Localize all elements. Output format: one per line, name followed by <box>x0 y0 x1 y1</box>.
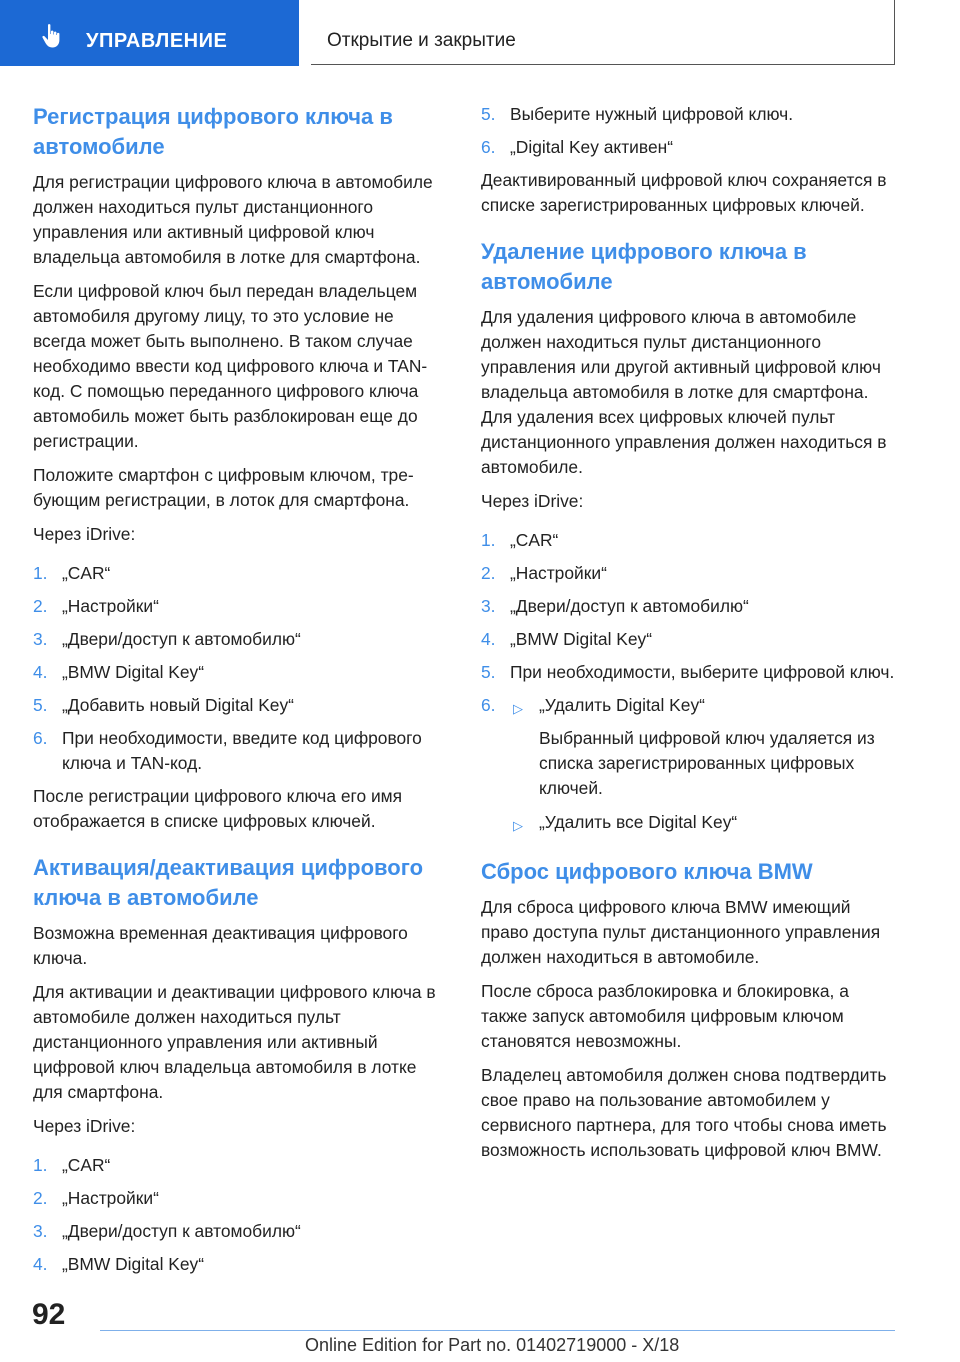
list-item <box>481 660 896 685</box>
step-number: 2. <box>33 596 48 616</box>
paragraph: Возможна временная деактивация цифрового ключа. <box>33 923 408 968</box>
list-item <box>33 1153 448 1178</box>
paragraph: Для активации и деактивации цифрового ключа в автомобиле должен находиться пульт дистанционного управления или активный цифровой ключ владельца автомобиля в лотке для смартфона. <box>33 982 436 1102</box>
list-item <box>481 102 896 127</box>
list-item <box>481 627 896 652</box>
list-item <box>33 1219 448 1244</box>
step-text: „Digital Key активен“ <box>510 137 674 157</box>
steps-delete <box>481 528 896 835</box>
right-column <box>481 102 896 1172</box>
list-item <box>33 693 448 718</box>
step-text: Выберите нужный цифровой ключ. <box>510 104 794 124</box>
paragraph: После регистрации цифрового ключа его имя отображается в списке цифровых ключей. <box>33 786 403 831</box>
step-text: При необходимости, выберите цифровой ключ. <box>510 662 895 682</box>
paragraph: Через iDrive: <box>33 1116 136 1136</box>
step-text: „CAR“ <box>62 563 111 583</box>
list-item <box>481 135 896 160</box>
step-text: „BMW Digital Key“ <box>62 662 205 682</box>
step-number: 2. <box>481 563 496 583</box>
left-column <box>33 102 448 1285</box>
step-number: 6. <box>481 695 496 715</box>
step-text: „CAR“ <box>510 530 559 550</box>
triangle-bullet-icon: ▷ <box>513 701 523 716</box>
heading-activation: Активация/деактивация цифрового ключа в автомобиле <box>33 855 424 910</box>
triangle-bullet-icon: ▷ <box>513 818 523 833</box>
step-text: „Двери/доступ к автомобилю“ <box>62 629 301 649</box>
paragraph: Для сброса цифрового ключа BMW имеющий право доступа пульт дистанционного управления должен находиться в автомобиле. <box>481 897 881 967</box>
step-text: „Двери/доступ к автомобилю“ <box>62 1221 301 1241</box>
step-number: 6. <box>33 728 48 748</box>
sub-step-text: „Удалить Digital Key“ <box>539 695 705 715</box>
paragraph: Деактивированный цифровой ключ сохраняется в списке зарегистрированных цифровых ключей. <box>481 170 887 215</box>
list-item <box>33 627 448 652</box>
heading-register: Регистрация цифрового ключа в автомобиле <box>33 104 393 159</box>
steps-register <box>33 561 448 776</box>
steps-activation <box>33 1153 448 1277</box>
paragraph: Положите смартфон с цифровым ключом, требующим регистрации, в лоток для смартфона. <box>33 465 414 510</box>
section-tab[interactable] <box>0 0 299 66</box>
step-number: 4. <box>33 662 48 682</box>
list-item <box>33 561 448 586</box>
paragraph: После сброса разблокировка и блокировка, а также запуск автомобиля цифровым ключом становятся невозможны. <box>481 981 849 1051</box>
heading-delete: Удаление цифрового ключа в автомобиле <box>481 239 807 294</box>
list-item <box>33 1186 448 1211</box>
step-text: „Настройки“ <box>62 1188 159 1208</box>
paragraph: Через iDrive: <box>481 491 584 511</box>
list-item <box>33 726 448 776</box>
paragraph: Для регистрации цифрового ключа в автомобиле должен находиться пульт дистанционного управления или активный цифровой ключ владельца автомобиля в лотке для смартфона. <box>33 172 433 267</box>
sub-step <box>510 693 896 801</box>
hand-pointer-icon <box>38 22 66 50</box>
step-number: 5. <box>481 104 496 124</box>
list-item <box>481 528 896 553</box>
footer-edition: Online Edition for Part no. 01402719000 - X/18 <box>305 1335 680 1355</box>
list-item <box>481 594 896 619</box>
list-item <box>33 660 448 685</box>
sub-step-description: Выбранный цифровой ключ удаляется из списка зарегистрированных цифровых ключей. <box>539 728 875 798</box>
sub-step <box>481 810 896 835</box>
step-number: 1. <box>481 530 496 550</box>
paragraph: Через iDrive: <box>33 524 136 544</box>
sub-step-text: „Удалить все Digital Key“ <box>539 812 738 832</box>
page-number: 92 <box>32 1298 66 1331</box>
step-number: 3. <box>33 1221 48 1241</box>
chapter-header <box>311 0 895 65</box>
list-item <box>33 1252 448 1277</box>
step-number: 1. <box>33 1155 48 1175</box>
section-label: УПРАВЛЕНИЕ <box>86 30 228 52</box>
step-text: „Добавить новый Digital Key“ <box>62 695 294 715</box>
step-text: „Настройки“ <box>510 563 607 583</box>
step-number: 1. <box>33 563 48 583</box>
step-number: 2. <box>33 1188 48 1208</box>
step-number: 6. <box>481 137 496 157</box>
heading-reset: Сброс цифрового ключа BMW <box>481 859 813 884</box>
step-number: 3. <box>481 596 496 616</box>
step-number: 5. <box>33 695 48 715</box>
steps-activation-continued <box>481 102 896 160</box>
step-text: При необходимости, введите код цифрового ключа и TAN-код. <box>62 728 422 773</box>
list-item <box>481 693 896 835</box>
chapter-title: Открытие и закрытие <box>327 30 516 51</box>
paragraph: Если цифровой ключ был передан владельцем автомобиля другому лицу, то это условие не всегда может быть выполнено. В таком случае необходимо ввести код цифрового ключа и TAN-код. С помощью переданного цифрового ключа автомобиль может быть разблокирован еще до регистрации. <box>33 281 428 451</box>
paragraph: Владелец автомобиля должен снова подтвердить свое право на пользование автомобилем у сервисного партнера, для того чтобы снова иметь возможность использовать цифровой ключ BMW. <box>481 1065 887 1160</box>
step-text: „Настройки“ <box>62 596 159 616</box>
step-text: „Двери/доступ к автомобилю“ <box>510 596 749 616</box>
footer-divider <box>100 1330 895 1331</box>
step-text: „BMW Digital Key“ <box>62 1254 205 1274</box>
list-item <box>481 561 896 586</box>
step-number: 3. <box>33 629 48 649</box>
step-number: 4. <box>481 629 496 649</box>
paragraph: Для удаления цифрового ключа в автомобиле должен находиться пульт дистанционного управления или другой активный цифровой ключ владельца автомобиля в лотке для смартфона. Для удаления всех цифровых ключей пульт дистанционного управления должен находиться в автомобиле. <box>481 307 887 477</box>
step-number: 4. <box>33 1254 48 1274</box>
step-text: „CAR“ <box>62 1155 111 1175</box>
list-item <box>33 594 448 619</box>
step-text: „BMW Digital Key“ <box>510 629 653 649</box>
step-number: 5. <box>481 662 496 682</box>
